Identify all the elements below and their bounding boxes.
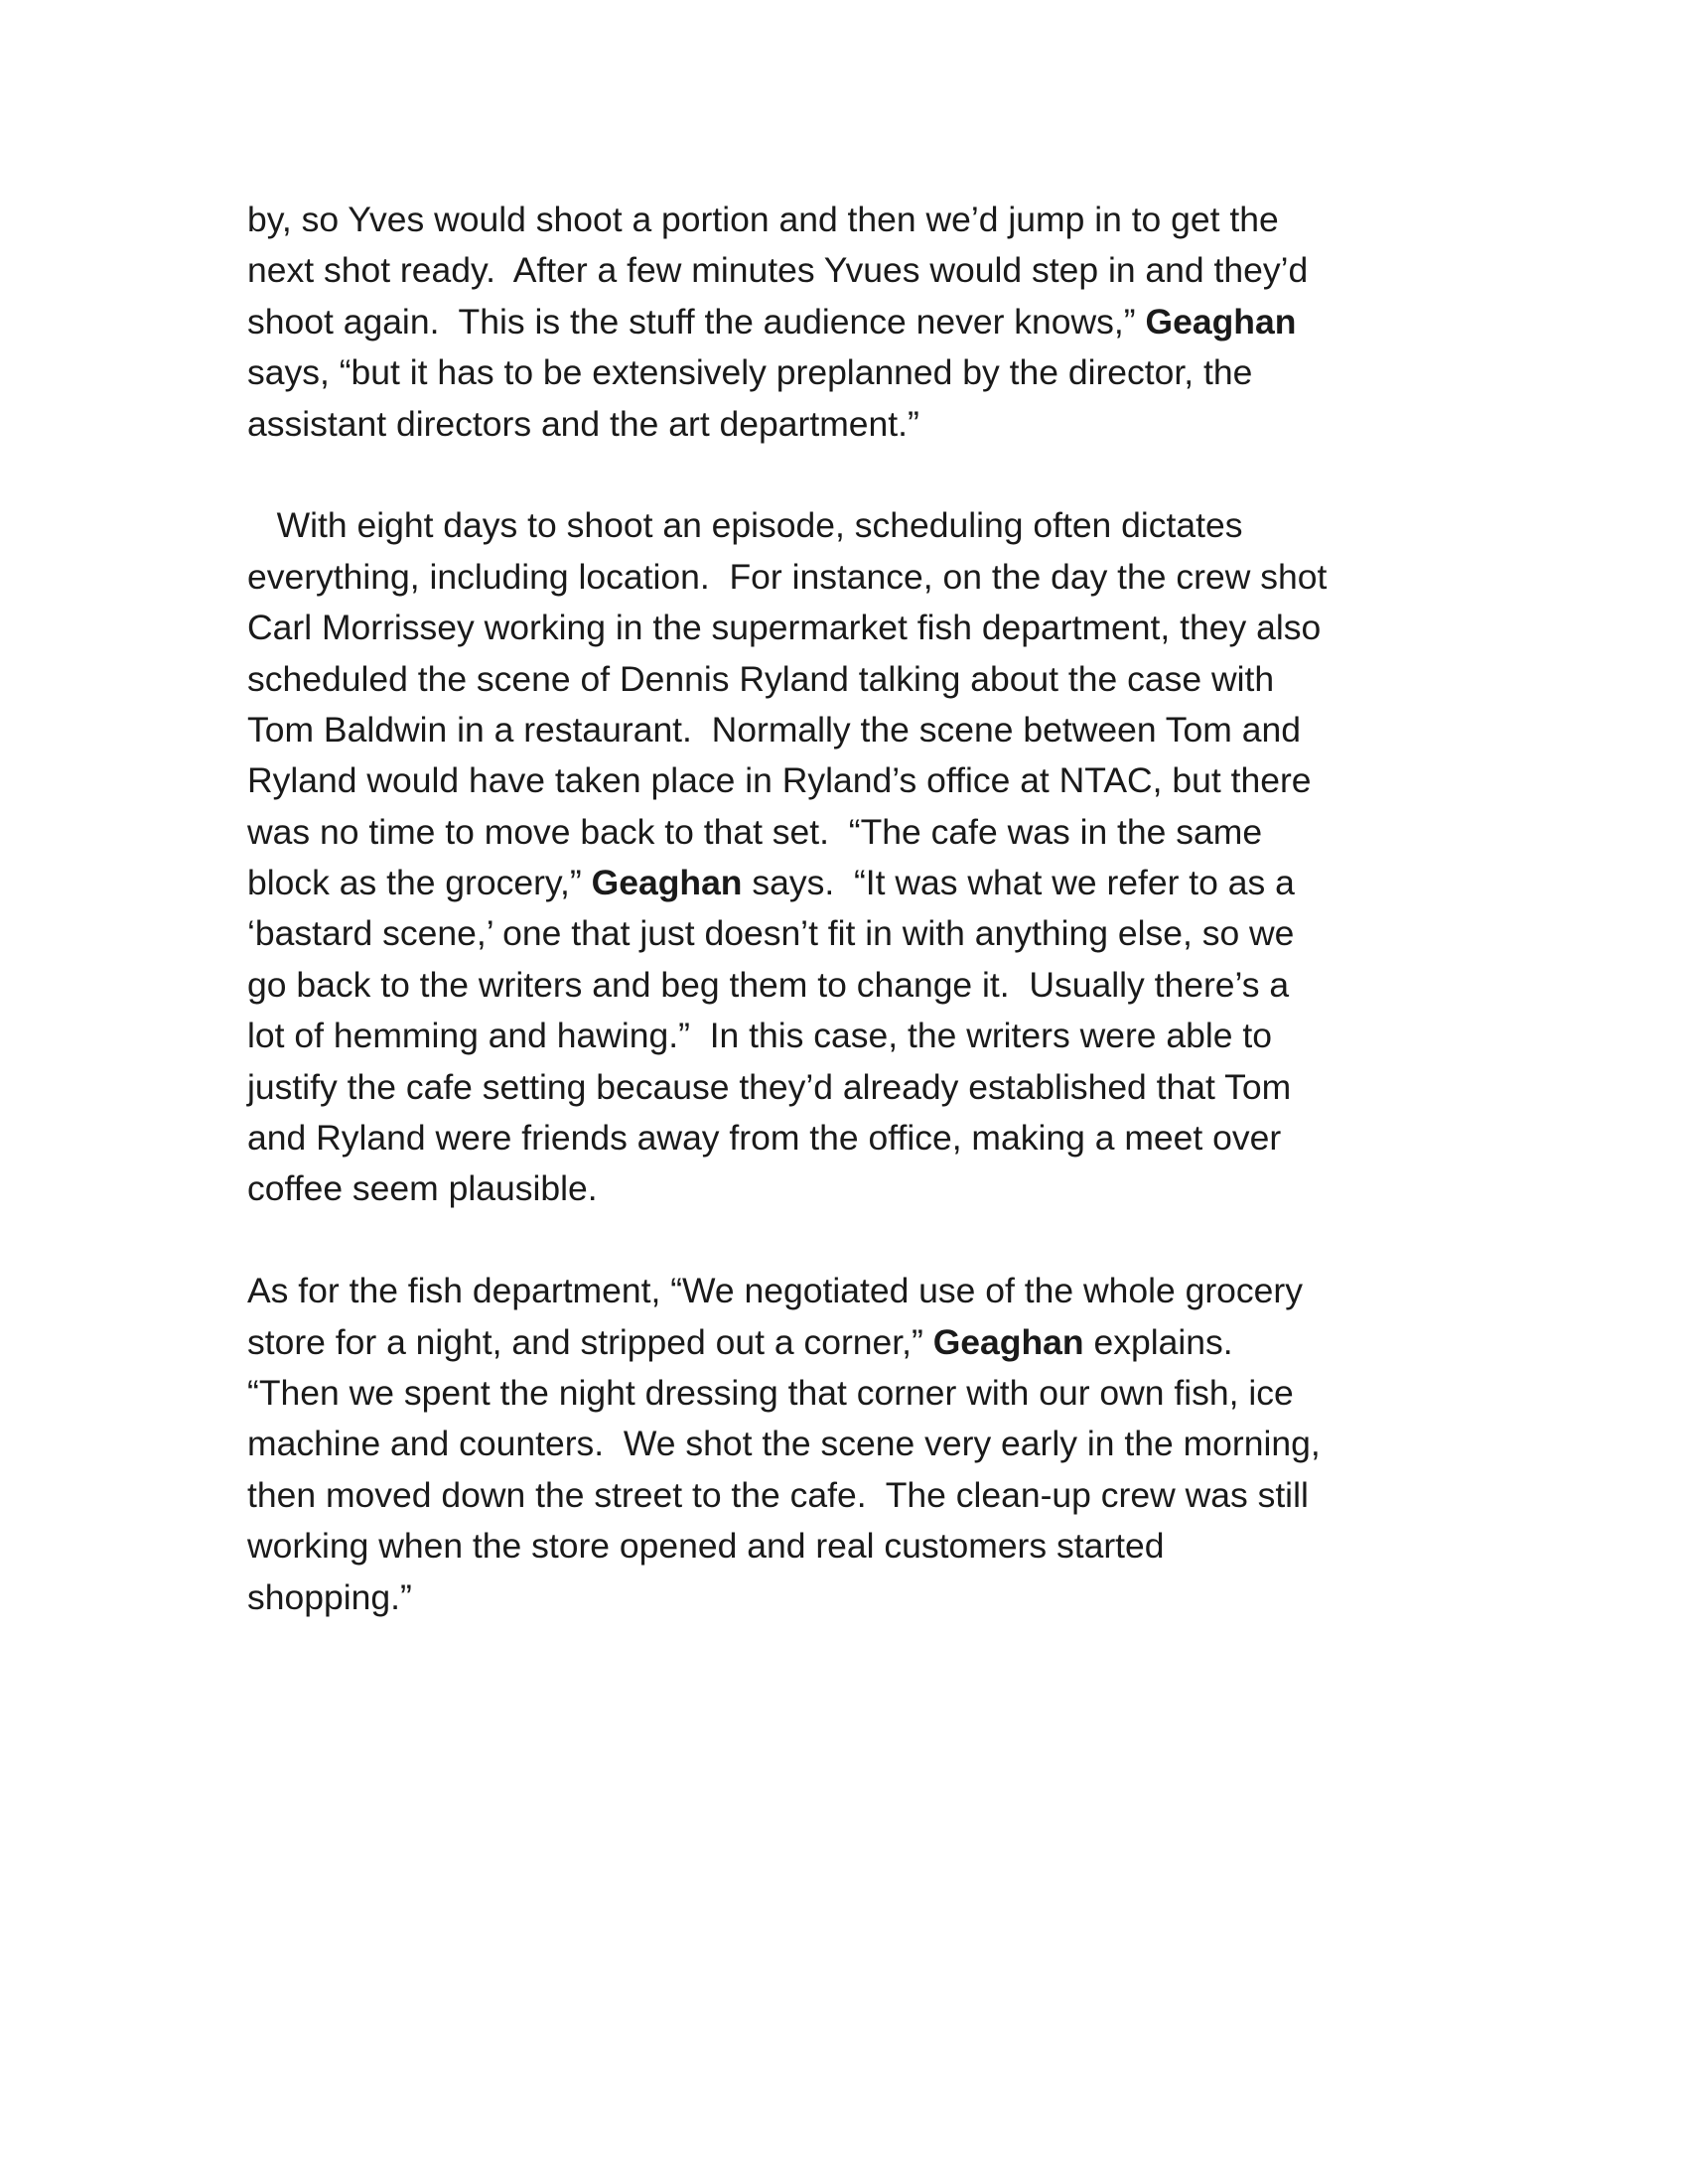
text-run: Carl Morrissey working in the supermarket fish department, they also xyxy=(247,608,1322,648)
text-run: coffee seem plausible. xyxy=(247,1168,598,1209)
text-run: With eight days to shoot an episode, scheduling often dictates xyxy=(247,505,1243,546)
text-run: by, so Yves would shoot a portion and then we’d jump in to get the xyxy=(247,200,1279,239)
text-run: says, “but it has to be extensively preplanned by the director, the xyxy=(247,352,1253,393)
text-line xyxy=(247,500,1488,551)
paragraph-gap xyxy=(247,450,1488,500)
text-line xyxy=(247,195,1488,245)
article-body xyxy=(247,195,1488,1623)
bold-name: Geaghan xyxy=(1145,301,1297,341)
text-line xyxy=(247,1266,1488,1316)
text-run: justify the cafe setting because they’d already established that Tom xyxy=(247,1066,1292,1107)
text-run: says. “It was what we refer to as a xyxy=(742,863,1295,903)
text-line xyxy=(247,858,1488,908)
text-line xyxy=(247,347,1488,398)
paragraph-1 xyxy=(247,195,1488,450)
text-run: explains. xyxy=(1083,1321,1233,1362)
text-run: and Ryland were friends away from the office, making a meet over xyxy=(247,1118,1282,1159)
text-line xyxy=(247,1317,1488,1368)
text-line xyxy=(247,1113,1488,1163)
text-run: lot of hemming and hawing.” In this case, the writers were able to xyxy=(247,1016,1272,1056)
text-line xyxy=(247,755,1488,806)
text-line xyxy=(247,654,1488,705)
bold-name: Geaghan xyxy=(932,1321,1084,1362)
text-run: ‘bastard scene,’ one that just doesn’t fit in with anything else, so we xyxy=(247,913,1295,954)
text-run: store for a night, and stripped out a corner,” xyxy=(247,1321,933,1362)
text-line xyxy=(247,297,1488,347)
text-line xyxy=(247,399,1488,450)
bold-name: Geaghan xyxy=(591,863,743,903)
text-run: Ryland would have taken place in Ryland’s office at NTAC, but there xyxy=(247,760,1312,801)
text-run: block as the grocery,” xyxy=(247,863,592,903)
text-run: everything, including location. For instance, on the day the crew shot xyxy=(247,556,1328,597)
text-run: As for the fish department, “We negotiated use of the whole grocery xyxy=(247,1271,1303,1311)
text-run: next shot ready. After a few minutes Yvues would step in and they’d xyxy=(247,250,1309,291)
text-run: shopping.” xyxy=(247,1576,412,1617)
text-run: assistant directors and the art department.” xyxy=(247,403,919,444)
text-run: scheduled the scene of Dennis Ryland talking about the case with xyxy=(247,658,1275,699)
text-line xyxy=(247,1521,1488,1571)
text-run: “Then we spent the night dressing that corner with our own fish, ice xyxy=(247,1372,1294,1413)
text-run: then moved down the street to the cafe. The clean-up crew was still xyxy=(247,1474,1309,1515)
text-run: machine and counters. We shot the scene very early in the morning, xyxy=(247,1424,1321,1464)
text-run: Tom Baldwin in a restaurant. Normally the scene between Tom and xyxy=(247,709,1301,750)
text-line xyxy=(247,1368,1488,1419)
text-run: working when the store opened and real customers started xyxy=(247,1526,1165,1567)
text-line xyxy=(247,1011,1488,1061)
text-line xyxy=(247,807,1488,858)
text-run: was no time to move back to that set. “The cafe was in the same xyxy=(247,811,1263,852)
paragraph-2 xyxy=(247,500,1488,1214)
text-line xyxy=(247,705,1488,755)
text-line xyxy=(247,1062,1488,1113)
paragraph-3 xyxy=(247,1266,1488,1623)
text-run: go back to the writers and beg them to change it. Usually there’s a xyxy=(247,964,1290,1005)
text-line xyxy=(247,1572,1488,1623)
text-line xyxy=(247,603,1488,653)
text-line xyxy=(247,1163,1488,1214)
text-line xyxy=(247,552,1488,603)
text-run: shoot again. This is the stuff the audience never knows,” xyxy=(247,301,1146,341)
paragraph-gap xyxy=(247,1215,1488,1266)
text-line xyxy=(247,960,1488,1011)
text-line xyxy=(247,245,1488,296)
text-line xyxy=(247,1470,1488,1521)
text-line xyxy=(247,908,1488,959)
text-line xyxy=(247,1419,1488,1469)
